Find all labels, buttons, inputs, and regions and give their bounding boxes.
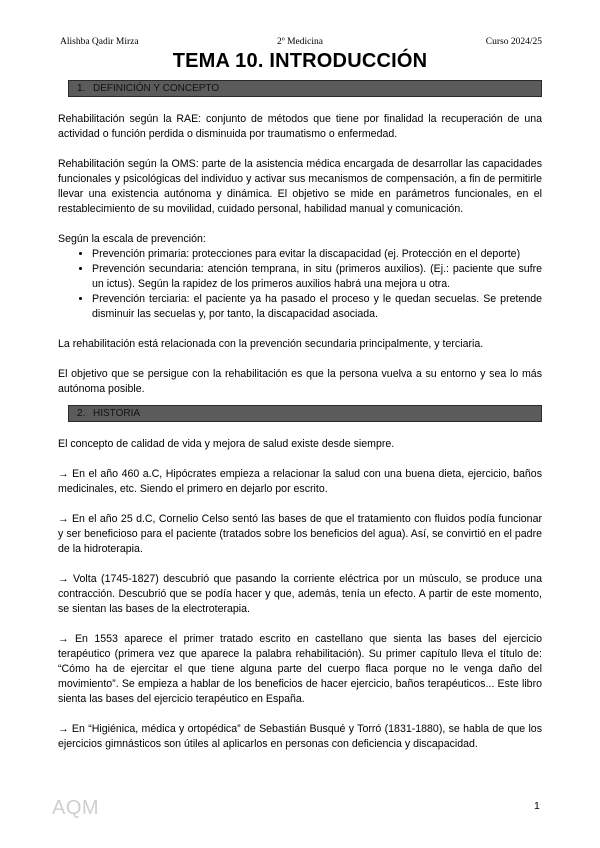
paragraph-history: → En el año 25 d.C, Cornelio Celso sentó las bases de que el tratamiento con fluidos podía funcionar y ser beneficioso para el paciente (tratados sobre los beneficios del agua). Así, se convirtió en el padre de la hidroterapia. [58,513,542,555]
paragraph-history: → En “Higiénica, médica y ortopédica” de Sebastián Busqué y Torró (1831-1880), se habla de que los ejercicios gimnásticos son útiles al aplicarlos en personas con deficiencia y discapacidad. [58,723,542,750]
list-item: • Prevención secundaria: atención temprana, in situ (primeros auxilios). (Ej.: paciente que sufre un ictus). Según la rapidez de los primeros auxilios habrá una mejora u otra. [92,262,542,292]
paragraph-history: El concepto de calidad de vida y mejora de salud existe desde siempre. [58,438,395,450]
paragraph-relation: La rehabilitación está relacionada con la prevención secundaria principalmente, y terciaria. [58,338,484,350]
header-year: Curso 2024/25 [485,37,542,47]
section-label: DEFINICIÓN Y CONCEPTO [93,83,220,94]
section-label: HISTORIA [93,408,141,419]
document-body [58,80,542,752]
paragraph-rae: Rehabilitación según la RAE: conjunto de métodos que tiene por finalidad la recuperación de una actividad o función perdida o disminuida por traumatismo o enfermedad. [58,113,542,140]
prevention-list [58,247,542,322]
page-number: 1 [534,800,540,812]
paragraph-history: → En 1553 aparece el primer tratado escrito en castellano que sienta las bases del ejercicio terapéutico (primera vez que aparece la palabra rehabilitación). Su primer capítulo lleva el título de: “Cómo ha de ejercitar el que tiene alguna parte del cuerpo flaca porque no le venga daño del movimiento”. Se empieza a hablar de los beneficios de hacer ejercicio, baños terapéuticos... Este libro sienta las bases del ejercicio terapéutico en España. [58,633,542,705]
list-item: • Prevención primaria: protecciones para evitar la discapacidad (ej. Protección en el deporte) [92,247,542,262]
paragraph-history: → En el año 460 a.C, Hipócrates empieza a relacionar la salud con una buena dieta, ejercicio, baños medicinales, etc. Siendo el primero en dejarlo por escrito. [58,468,542,495]
paragraph-history: → Volta (1745-1827) descubrió que pasando la corriente eléctrica por un músculo, se produce una contracción. Descubrió que se podía hacer y que, además, tenía un efecto. A partir de este momento, se sientan las bases de la electroterapia. [58,573,542,615]
section-number: 2. [77,408,86,419]
section-number: 1. [77,83,86,94]
page-title: TEMA 10. INTRODUCCIÓN [172,50,428,72]
section-heading-historia [68,405,542,422]
watermark: AQM [52,797,100,819]
paragraph-oms: Rehabilitación según la OMS: parte de la asistencia médica encargada de desarrollar las capacidades funcionales y psicológicas del individuo y activar sus mecanismos de compensación, a fin de permitirle llevar una existencia autónoma y dinámica. El objetivo se mide en parámetros funcionales, en el restablecimiento de su movilidad, cuidado personal, habilidad manual y comunicación. [58,158,542,215]
section-heading-definicion [68,80,542,97]
header-course: 2º Medicina [277,37,323,47]
paragraph-scale-intro: Según la escala de prevención: [58,233,206,245]
paragraph-objective: El objetivo que se persigue con la rehabilitación es que la persona vuelva a su entorno y sea lo más autónoma posible. [58,368,542,395]
header-author: Alishba Qadir Mirza [60,37,139,47]
list-item: • Prevención terciaria: el paciente ya ha pasado el proceso y le quedan secuelas. Se pretende disminuir las secuelas y, por tanto, la discapacidad asociada. [92,292,542,322]
